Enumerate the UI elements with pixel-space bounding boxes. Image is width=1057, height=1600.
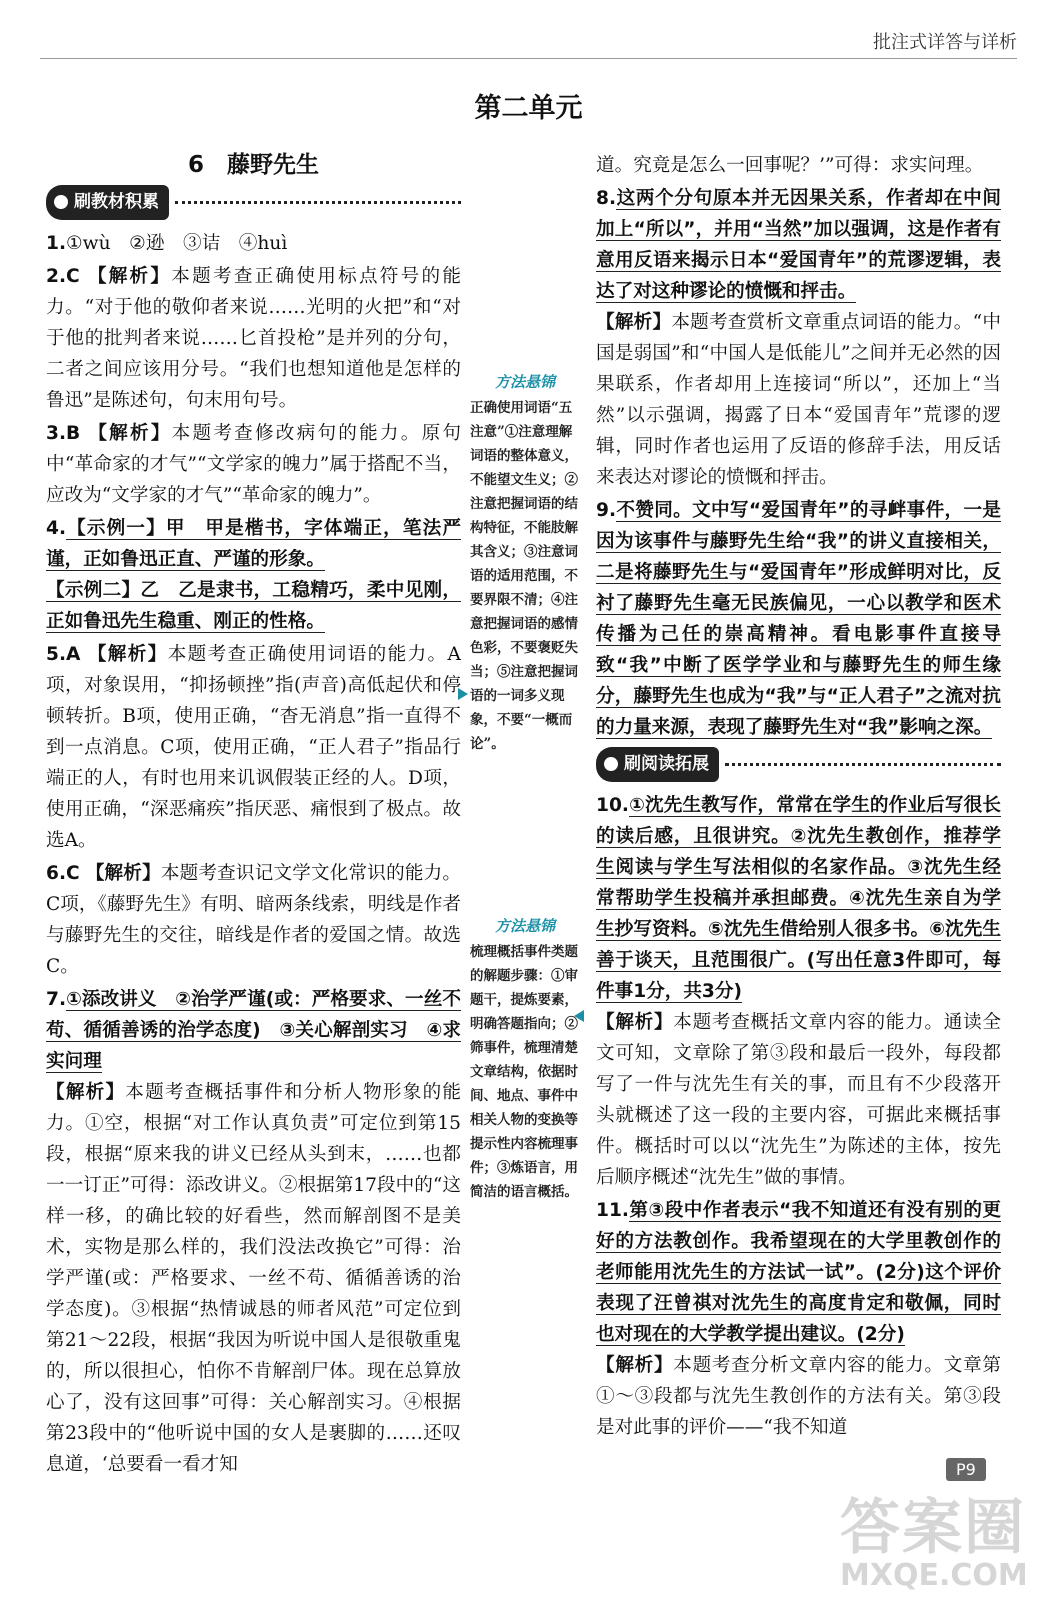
header-rule — [40, 58, 1017, 59]
item-answer: 第③段中作者表示“我不知道还有没有别的更好的方法教创作。我希望现在的大学里教创作的老师能用沈先生的方法试一试”。(2分)这个评价表现了汪曾祺对沈先生的高度肯定和敬佩，同时也对现在的大学教学提出建议。(2分) — [596, 1200, 1001, 1345]
unit-title: 第二单元 — [474, 93, 583, 124]
right-column — [596, 150, 1001, 1445]
item-text: 本题考查分析文章内容的能力。文章第①～③段都与沈先生教创作的方法有关。第③段是对此事的评价——“我不知道 — [596, 1355, 1001, 1438]
answer-item-7 — [46, 984, 461, 1480]
tip-box-event-summary — [470, 914, 580, 1204]
item-number: 8. — [596, 188, 617, 209]
tip-box-word-usage — [470, 370, 580, 756]
analysis-label: 【解析】 — [87, 644, 168, 665]
header-title: 批注式详答与详析 — [873, 32, 1017, 53]
item-text: 本题考查识记文学文化常识的能力。C项，《藤野先生》有明、暗两条线索，明线是作者与藤野先生的交往，暗线是作者的爱国之情。故选C。 — [46, 863, 461, 977]
section-header-reading — [596, 747, 1001, 782]
answer-item-3 — [46, 418, 461, 511]
item-answer: 这两个分句原本并无因果关系，作者却在中间加上“所以”，并用“当然”加以强调，这是作者有意用反语来揭示日本“爱国青年”的荒谬逻辑，表达了对这种谬论的愤慨和抨击。 — [596, 188, 1001, 302]
item-number: 10. — [596, 795, 629, 816]
analysis-label: 【解析】 — [87, 266, 172, 287]
section-label: 刷阅读拓展 — [624, 754, 709, 774]
analysis-label: 【解析】 — [596, 1355, 674, 1376]
item-text: ①wù ②逊 ③诘 ④huì — [66, 233, 288, 254]
answer-item-11 — [596, 1195, 1001, 1443]
item-answer: C — [66, 266, 80, 287]
pointer-arrow-icon — [574, 1010, 584, 1022]
tip-title: 方法悬锦 — [494, 917, 555, 935]
answer-item-6 — [46, 858, 461, 982]
item-text: 本题考查概括文章内容的能力。通读全文可知，文章除了第③段和最后一段外，每段都写了一件与沈先生有关的事，而且有不少段落开头就概述了这一段的主要内容，可据此来概括事件。概括时可以以“沈先生”为陈述的主体，按先后顺序概述“沈先生”做的事情。 — [596, 1012, 1001, 1188]
dotted-divider — [725, 763, 1001, 766]
analysis-label: 【解析】 — [596, 312, 672, 333]
analysis-label: 【解析】 — [46, 1082, 126, 1103]
item-answer: A — [66, 644, 81, 665]
tip-title: 方法悬锦 — [494, 373, 555, 391]
left-column — [46, 150, 461, 1482]
item-answer: C — [66, 863, 80, 884]
answer-item-2 — [46, 261, 461, 416]
lesson-title: 6 藤野先生 — [187, 152, 319, 178]
dotted-divider — [175, 201, 461, 204]
item-answer: 不赞同。文中写“爱国青年”的寻衅事件，一是因为该事件与藤野先生给“我”的讲义直接相关，二是将藤野先生与“爱国青年”形成鲜明对比，反衬了藤野先生毫无民族偏见，一心以教学和医术传播为己任的崇高精神。看电影事件直接导致“我”中断了医学学业和与藤野先生的师生缘分，藤野先生也成为“我”与“正人君子”之流对抗的力量来源，表现了藤野先生对“我”影响之深。 — [596, 500, 1001, 738]
answer-item-5 — [46, 639, 461, 856]
item-text: 本题考查赏析文章重点词语的能力。“中国是弱国”和“中国人是低能儿”之间并无必然的因果联系，作者却用上连接词“所以”，还加上“当然”以示强调，揭露了日本“爱国青年”荒谬的逻辑，同时作者也运用了反语的修辞手法，用反话来表达对谬论的愤慨和抨击。 — [596, 312, 1001, 488]
item-answer: ①添改讲义 ②治学严谨(或：严格要求、一丝不苟、循循善诱的治学态度) ③关心解剖实习 ④求实问理 — [46, 989, 461, 1072]
item-number: 9. — [596, 500, 617, 521]
watermark-logo: 答案圈 — [840, 1493, 1026, 1563]
badge-icon — [54, 195, 68, 209]
item-number: 11. — [596, 1200, 629, 1221]
item-answer: 【示例一】甲 甲是楷书，字体端正，笔法严谨，正如鲁迅正直、严谨的形象。 — [46, 518, 461, 570]
section-badge — [46, 185, 169, 220]
item-number: 3. — [46, 423, 67, 444]
item-text: 道。究竟是怎么一回事呢？’”可得：求实问理。 — [596, 155, 984, 176]
answer-item-7-cont — [596, 150, 1001, 181]
watermark-url: MXQE.COM — [840, 1558, 1028, 1593]
item-number: 1. — [46, 233, 67, 254]
item-answer: ①沈先生教写作，常常在学生的作业后写很长的读后感，且很讲究。②沈先生教创作，推荐学生阅读与学生写法相似的名家作品。③沈先生经常帮助学生投稿并承担邮费。④沈先生亲自为学生抄写资料。⑤沈先生借给别人很多书。⑥沈先生善于谈天，且范围很广。(写出任意3件即可，每件事1分，共3分) — [596, 795, 1001, 1002]
section-label: 刷教材积累 — [74, 192, 159, 212]
pointer-arrow-icon — [458, 688, 468, 700]
item-text: 本题考查正确使用标点符号的能力。“对于他的敬仰者来说……光明的火把”和“对于他的批判者来说……匕首投枪”是并列的分句，二者之间应该用分号。“我们也想知道他是怎样的鲁迅”是陈述句，句末用句号。 — [46, 266, 461, 411]
watermark — [840, 1480, 1028, 1593]
answer-item-1 — [46, 228, 461, 259]
item-answer: 【示例二】乙 乙是隶书，工稳精巧，柔中见刚，正如鲁迅先生稳重、刚正的性格。 — [46, 580, 461, 632]
item-text: 本题考查修改病句的能力。原句中“革命家的才气”“文学家的魄力”属于搭配不当，应改为“文学家的才气”“革命家的魄力”。 — [46, 423, 461, 506]
item-answer: B — [66, 423, 81, 444]
answer-item-4 — [46, 513, 461, 637]
item-number: 4. — [46, 518, 67, 539]
item-number: 6. — [46, 863, 67, 884]
analysis-label: 【解析】 — [596, 1012, 674, 1033]
answer-item-10 — [596, 790, 1001, 1193]
answer-item-8 — [596, 183, 1001, 493]
item-text: 本题考查概括事件和分析人物形象的能力。①空，根据“对工作认真负责”可定位到第15段，根据“原来我的讲义已经从头到末，……也都一一订正”可得：添改讲义。②根据第17段中的“这样一移，的确比较的好看些，然而解剖图不是美术，实物是那么样的，我们没法改换它”可得：治学严谨(或：严格要求、一丝不苟、循循善诱的治学态度)。③根据“热情诚恳的师者风范”可定位到第21～22段，根据“我因为听说中国人是很敬重鬼的，所以很担心，怕你不肯解剖尸体。现在总算放心了，没有这回事”可得：关心解剖实习。④根据第23段中的“他听说中国的女人是裹脚的……还叹息道，‘总要看一看才知 — [46, 1082, 461, 1475]
tip-text: 正确使用词语“五注意”①注意理解词语的整体意义，不能望文生义；②注意把握词语的结构特征，不能肢解其含义；③注意词语的适用范围，不要界限不清；④注意把握词语的感情色彩，不要褒贬失当；⑤注意把握词语的一词多义现象，不要“一概而论”。 — [470, 400, 578, 752]
item-text: 本题考查正确使用词语的能力。A项，对象误用，“抑扬顿挫”指(声音)高低起伏和停顿转折。B项，使用正确，“杳无消息”指一直得不到一点消息。C项，使用正确，“正人君子”指品行端正的人，有时也用来讥讽假装正经的人。D项，使用正确，“深恶痛疾”指厌恶、痛恨到了极点。故选A。 — [46, 644, 461, 851]
item-number: 2. — [46, 266, 67, 287]
section-badge — [596, 747, 719, 782]
page-number: P9 — [946, 1458, 986, 1481]
item-number: 5. — [46, 644, 67, 665]
tip-text: 梳理概括事件类题的解题步骤：①审题干，提炼要素，明确答题指向；②筛事件，梳理清楚文章结构，依据时间、地点、事件中相关人物的变换等提示性内容梳理事件；③炼语言，用简洁的语言概括。 — [470, 944, 578, 1200]
analysis-label: 【解析】 — [88, 423, 172, 444]
analysis-label: 【解析】 — [85, 863, 161, 884]
item-number: 7. — [46, 989, 67, 1010]
badge-icon — [604, 757, 618, 771]
answer-item-9 — [596, 495, 1001, 743]
section-header-textbook — [46, 185, 461, 220]
